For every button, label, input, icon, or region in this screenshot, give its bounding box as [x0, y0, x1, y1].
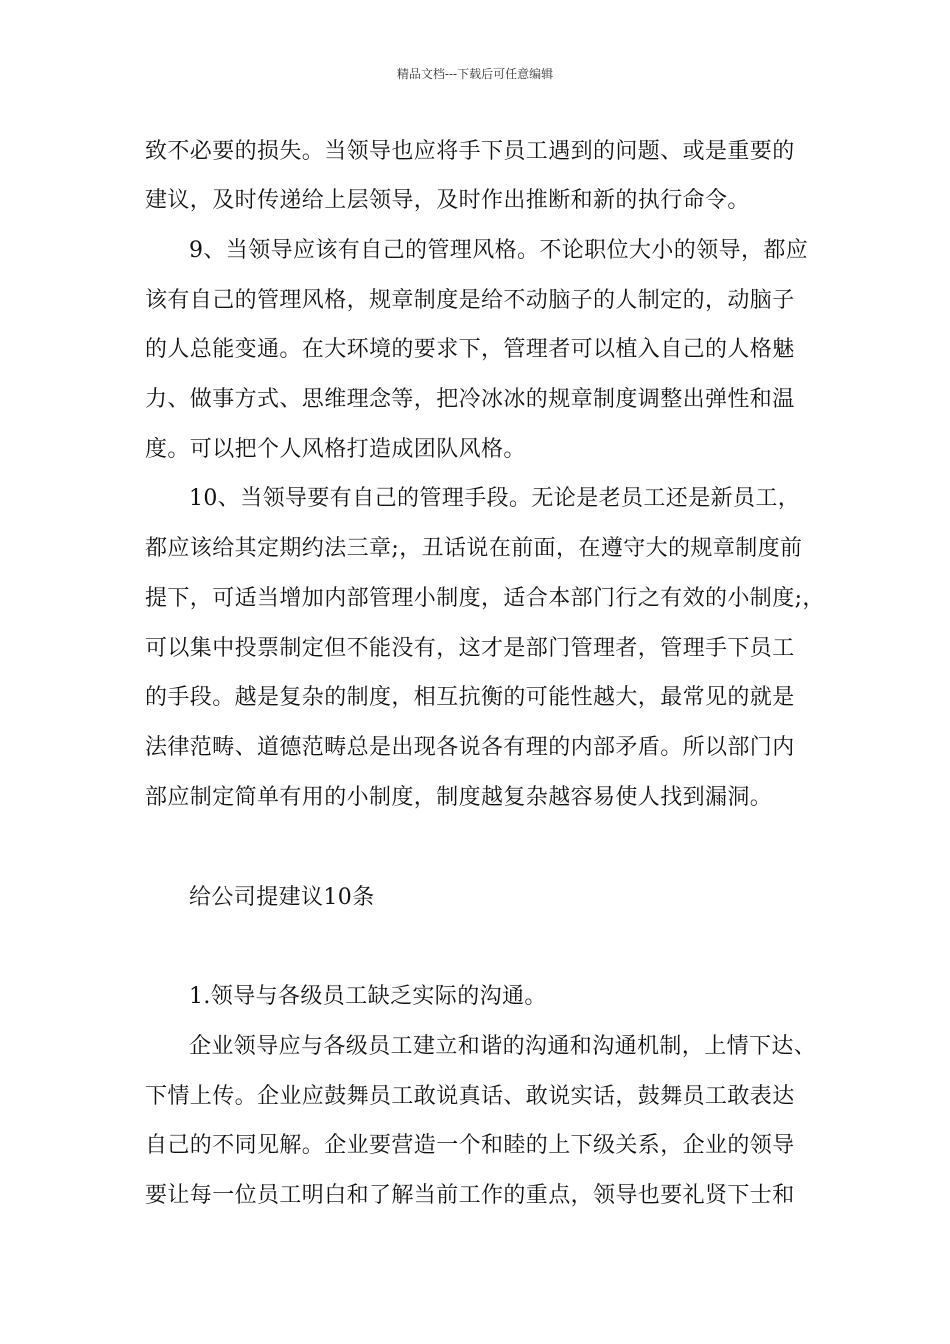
body-line: 可以集中投票制定但不能没有，这才是部门管理者，管理手下员工: [145, 636, 795, 661]
body-line: 要让每一位员工明白和了解当前工作的重点，领导也要礼贤下士和: [145, 1183, 795, 1208]
paragraph-start-line: 10、当领导要有自己的管理手段。无论是老员工还是新员工，: [189, 486, 801, 511]
body-line: 都应该给其定期约法三章;，丑话说在前面，在遵守大的规章制度前: [145, 536, 803, 561]
body-line: 法律范畴、道德范畴总是出现各说各有理的内部矛盾。所以部门内: [145, 735, 795, 760]
body-line: 度。可以把个人风格打造成团队风格。: [145, 437, 526, 462]
section-heading: 给公司提建议10条: [189, 885, 375, 910]
paragraph-start-line: 9、当领导应该有自己的管理风格。不论职位大小的领导，都应: [189, 238, 809, 263]
page-header: 精品文档---下载后可任意编辑: [396, 67, 554, 81]
body-line: 部应制定简单有用的小制度，制度越复杂越容易使人找到漏洞。: [145, 785, 773, 810]
list-item-heading: 1.领导与各级员工缺乏实际的沟通。: [189, 984, 547, 1009]
body-line: 建议，及时传递给上层领导，及时作出推断和新的执行命令。: [145, 188, 750, 213]
body-line: 致不必要的损失。当领导也应将手下员工遇到的问题、或是重要的: [145, 139, 795, 164]
body-line: 自己的不同见解。企业要营造一个和睦的上下级关系，企业的领导: [145, 1133, 795, 1158]
body-line: 该有自己的管理风格，规章制度是给不动脑子的人制定的，动脑子: [145, 288, 795, 313]
body-line: 力、做事方式、思维理念等，把冷冰冰的规章制度调整出弹性和温: [145, 387, 795, 412]
body-line: 的手段。越是复杂的制度，相互抗衡的可能性越大，最常见的就是: [145, 685, 795, 710]
paragraph-start-line: 企业领导应与各级员工建立和谐的沟通和沟通机制，上情下达、: [189, 1034, 817, 1059]
body-line: 提下，可适当增加内部管理小制度，适合本部门行之有效的小制度;，: [145, 586, 825, 611]
body-line: 的人总能变通。在大环境的要求下，管理者可以植入自己的人格魅: [145, 337, 795, 362]
body-line: 下情上传。企业应鼓舞员工敢说真话、敢说实话，鼓舞员工敢表达: [145, 1084, 795, 1109]
